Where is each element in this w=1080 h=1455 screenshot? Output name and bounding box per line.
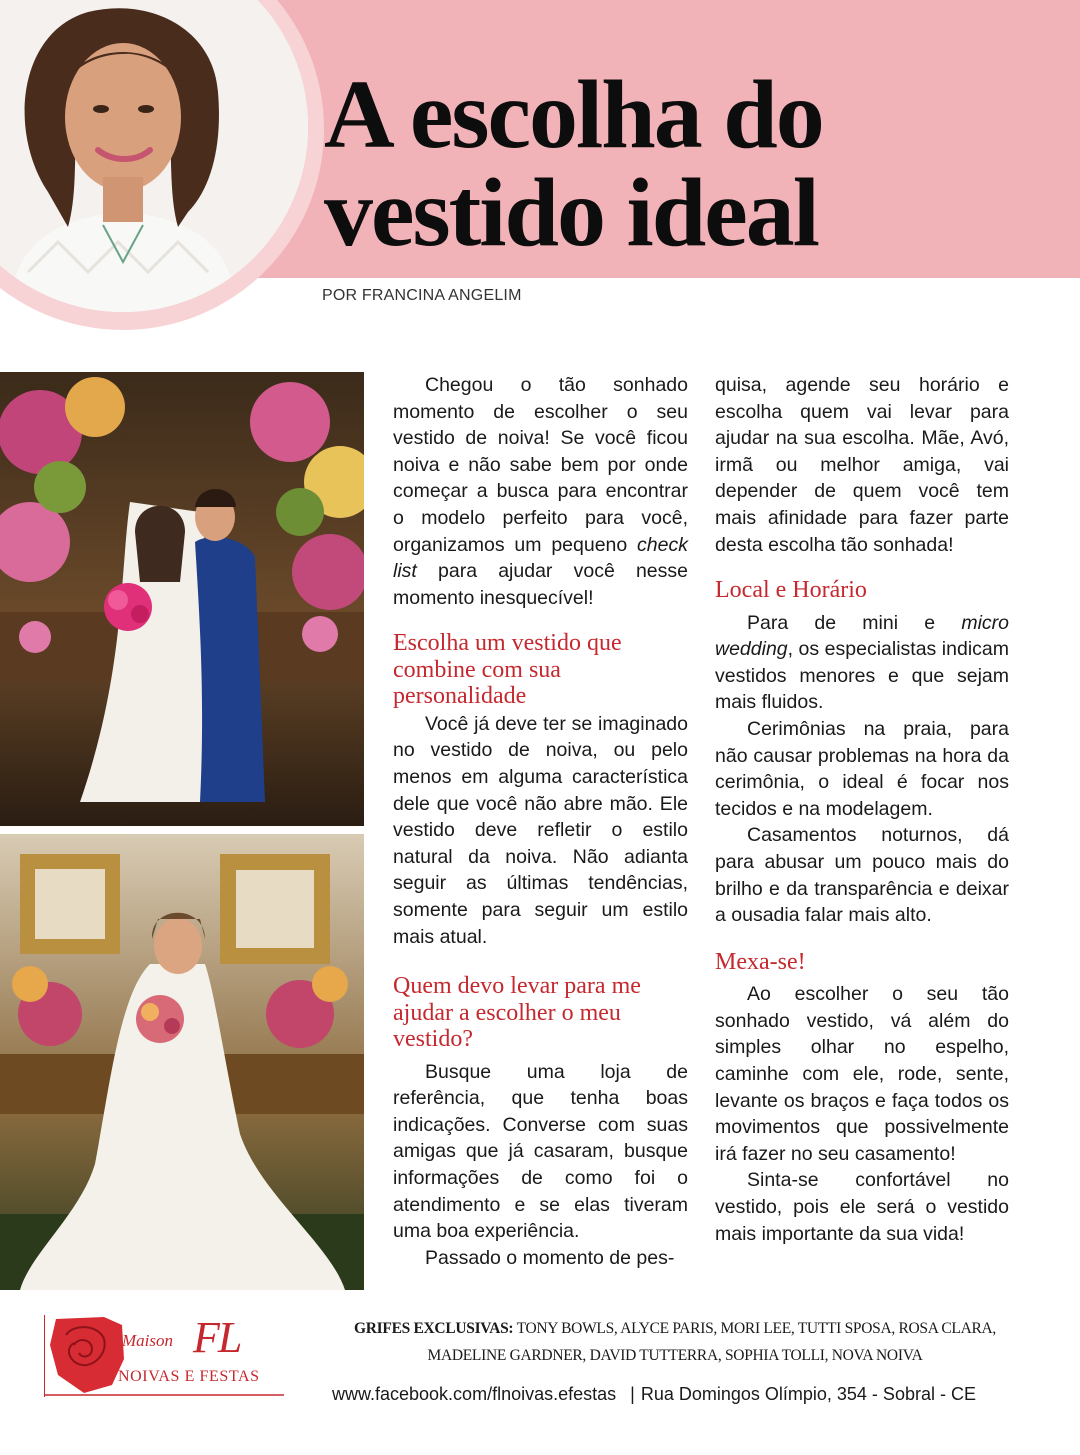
micro-emphasis: micro wedding (715, 611, 1009, 661)
intro-text-b: para ajudar você nesse momento inesquecível! (393, 560, 688, 609)
couple-photo (0, 372, 364, 826)
section-body-personality: Você já deve ter se imaginado no vestido de noiva, ou pelo menos em alguma característica dele que você não abre mão. Ele vestido deve refletir o estilo natural da noiva. Não adianta seguir as últimas tendências, somente para seguir um estilo mais atual. (393, 712, 688, 948)
logo-subtitle: NOIVAS E FESTAS (118, 1368, 260, 1385)
brands-label: GRIFES EXCLUSIVAS: (354, 1320, 514, 1337)
micro-text-b: , os especialistas indicam vestidos menores e que sejam mais fluidos. (715, 638, 1009, 714)
section-heading-location-time: Local e Horário (715, 577, 867, 604)
facebook-link[interactable]: www.facebook.com/flnoivas.efestas (332, 1384, 617, 1404)
logo-monogram: FL (193, 1313, 241, 1362)
intro-text-a: Chegou o tão sonhado momento de escolher o seu vestido de noiva! Se você ficou noiva e não sabe bem por onde começar a busca para encontrar o modelo perfeito para você, organizamos um pequeno (393, 374, 688, 556)
contact-separator: | (630, 1384, 635, 1404)
store-address: Rua Domingos Olímpio, 354 - Sobral - CE (640, 1384, 976, 1404)
brands-line-2: MADELINE GARDNER, DAVID TUTTERRA, SOPHIA TOLLI, NOVA NOIVA (427, 1347, 923, 1364)
section-body-who-to-bring: Busque uma loja de referência, que tenha boas indicações. Converse com suas amigas que já casaram, busque informações de como foi o atendimento e se elas tiveram uma boa experiência. (393, 1060, 688, 1243)
move-paragraph-2: Sinta-se confortável no vestido, pois ele será o vestido mais importante da sua vida! (715, 1169, 1009, 1245)
section-heading-move: Mexa-se! (715, 948, 806, 975)
bride-photo (0, 834, 364, 1290)
section-body-research-start: Passado o momento de pes- (425, 1246, 675, 1269)
logo-maison-text: Maison (122, 1331, 173, 1350)
article-title (324, 61, 1064, 267)
brands-line-1 (330, 1315, 1020, 1342)
location-paragraph-beach: Cerimônias na praia, para não causar problemas na hora da cerimônia, o ideal é focar nos tecidos e na modelagem. (715, 718, 1009, 820)
intro-paragraph (393, 372, 688, 611)
move-paragraph-1: Ao escolher o seu tão sonhado vestido, vá além do simples olhar no espelho, caminhe com ele, rode, sente, levante os braços e faça todos os movimentos que possivelmente irá fazer no seu casamento! (715, 983, 1009, 1165)
byline: POR FRANCINA ANGELIM (322, 287, 522, 304)
brands-list-1: TONY BOWLS, ALYCE PARIS, MORI LEE, TUTTI SPOSA, ROSA CLARA, (513, 1320, 996, 1337)
column-2 (715, 372, 1009, 1247)
column-1 (393, 372, 688, 1271)
exclusive-brands (330, 1315, 1020, 1369)
micro-text-a: Para de mini e (747, 611, 962, 634)
section-body-research-continued: quisa, agende seu horário e escolha quem vai levar para ajudar na sua escolha. Mãe, Avó, irmã ou melhor amiga, vai depender de quem você tem mais afinidade para fazer parte desta escolha tão sonhada! (715, 374, 1009, 556)
section-heading-who-to-bring: Quem devo levar para me ajudar a escolher o meu vestido? (393, 973, 641, 1053)
title-line-2: vestido ideal (324, 159, 818, 267)
location-paragraph-night: Casamentos noturnos, dá para abusar um pouco mais do brilho e da transparência e deixar a ousadia falar mais alto. (715, 824, 1009, 927)
location-paragraph-micro-wedding (715, 610, 1009, 716)
section-heading-personality: Escolha um vestido que combine com sua personalidade (393, 630, 622, 710)
title-line-1: A escolha do (324, 61, 823, 169)
intro-emphasis: check list (393, 533, 688, 583)
contact-line (332, 1384, 976, 1405)
